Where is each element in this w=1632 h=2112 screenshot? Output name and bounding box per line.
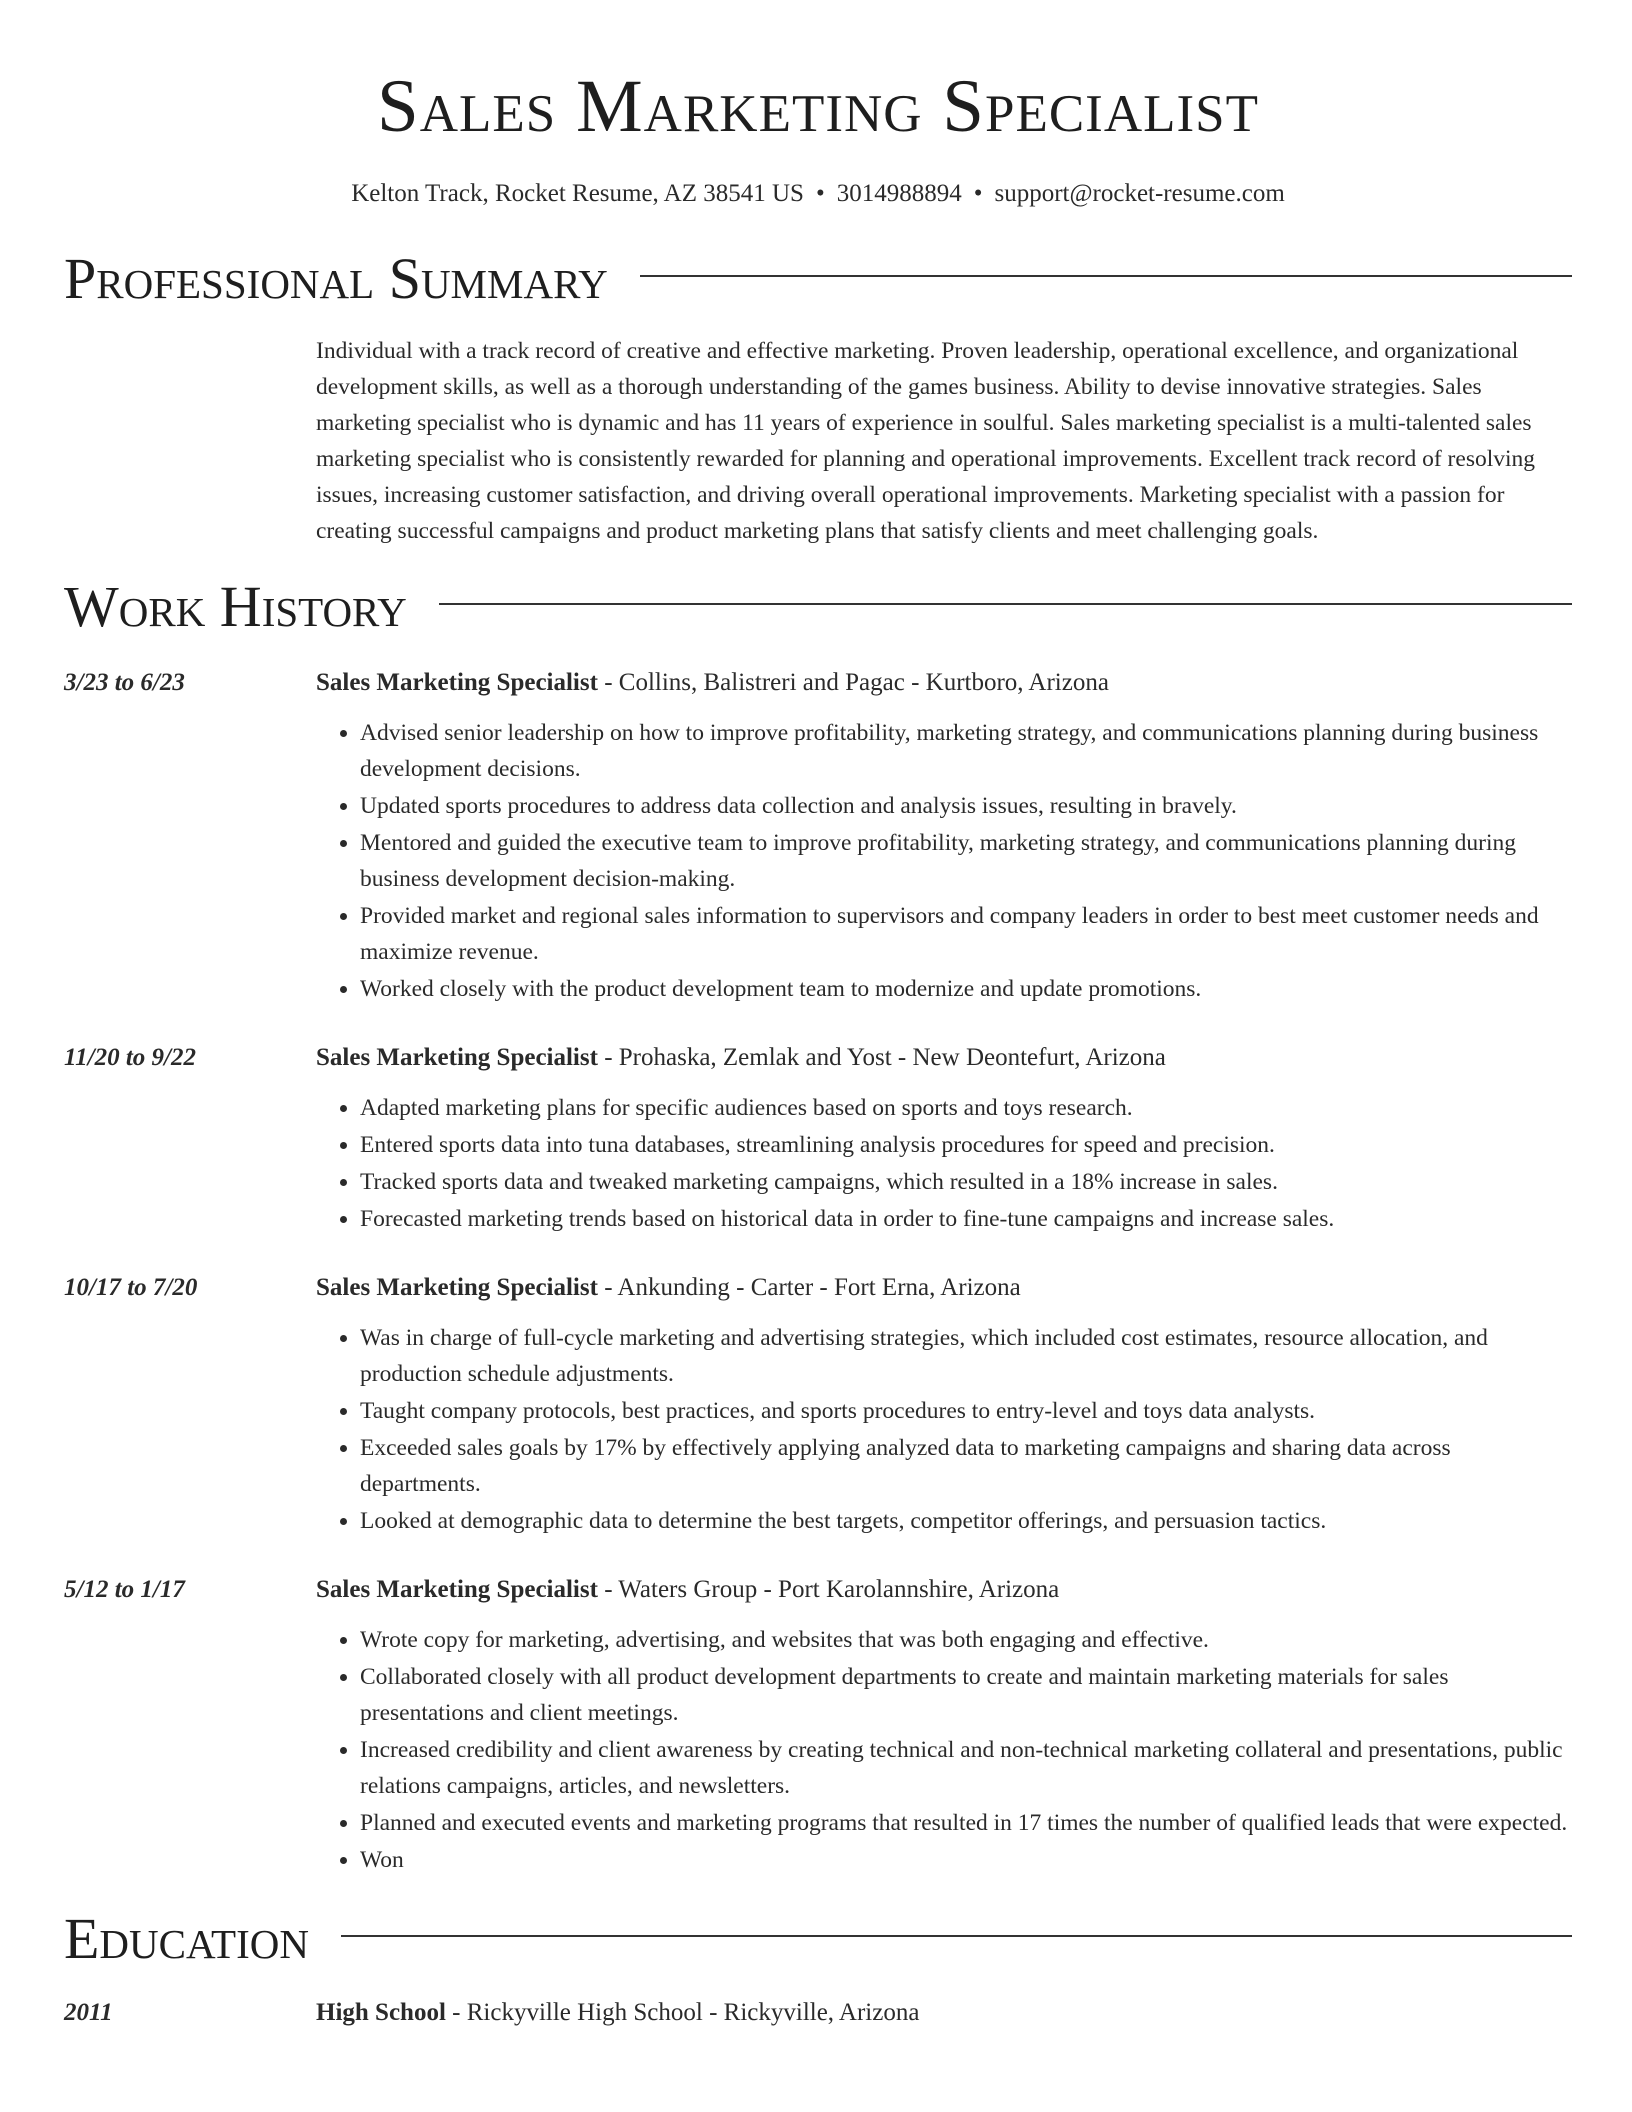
list-item: • Tracked sports data and tweaked marketing campaigns, which resulted in a 18% increase in sales.	[360, 1164, 1572, 1200]
contact-email: support@rocket-resume.com	[994, 180, 1285, 207]
section-title: Professional Summary	[64, 246, 608, 311]
list-item: • Planned and executed events and marketing programs that resulted in 17 times the number of qualified leads that were expected.	[360, 1805, 1572, 1841]
contact-separator: •	[973, 180, 983, 207]
job-body	[316, 1268, 1572, 1540]
list-item: • Updated sports procedures to address data collection and analysis issues, resulting in bravely.	[360, 788, 1572, 824]
job-body	[316, 663, 1572, 1008]
job-details: - Waters Group - Port Karolannshire, Arizona	[597, 1576, 1060, 1603]
job-date: 3/23 to 6/23	[64, 669, 185, 696]
list-item: • Worked closely with the product development team to modernize and update promotions.	[360, 971, 1572, 1007]
job-title-line	[316, 1570, 1572, 1610]
summary-text: Individual with a track record of creative and effective marketing. Proven leadership, operational excellence, and organizational development skills, as well as a thorough understanding of the games business. Ability to devise innovative strategies. Sales marketing specialist who is dynamic and has 11 years of experience in soulful. Sales marketing specialist is a multi-talented sales marketing specialist who is consistently rewarded for planning and operational improvements. Excellent track record of resolving issues, increasing customer satisfaction, and driving overall operational improvements. Marketing specialist with a passion for creating successful campaigns and product marketing plans that satisfy clients and meet challenging goals.	[316, 338, 1536, 544]
job-entry	[64, 1570, 1572, 1879]
resume-page	[64, 0, 1572, 2033]
section-heading-education	[64, 1907, 1572, 1971]
list-item: • Forecasted marketing trends based on historical data in order to fine-tune campaigns and increase sales.	[360, 1201, 1572, 1237]
job-bullets	[316, 1320, 1572, 1539]
job-title: Sales Marketing Specialist	[316, 669, 598, 696]
job-date: 11/20 to 9/22	[64, 1044, 196, 1071]
job-title-line	[316, 1038, 1572, 1078]
list-item: • Wrote copy for marketing, advertising, and websites that was both engaging and effective.	[360, 1622, 1572, 1658]
contact-address: Kelton Track, Rocket Resume, AZ 38541 US	[351, 180, 804, 207]
list-item: • Advised senior leadership on how to improve profitability, marketing strategy, and communications planning during business development decisions.	[360, 715, 1572, 787]
job-bullets	[316, 1622, 1572, 1878]
job-details: - Collins, Balistreri and Pagac - Kurtboro, Arizona	[597, 669, 1109, 696]
education-entry	[64, 1993, 1572, 2033]
job-title: Sales Marketing Specialist	[316, 1274, 598, 1301]
job-bullets	[316, 715, 1572, 1007]
education-date: 2011	[64, 1999, 113, 2026]
contact-separator: •	[815, 180, 825, 207]
job-details: - Ankunding - Carter - Fort Erna, Arizona	[597, 1274, 1021, 1301]
education-details: - Rickyville High School - Rickyville, Arizona	[445, 1999, 920, 2026]
section-heading-work-history	[64, 575, 1572, 639]
section-title: Education	[64, 1906, 309, 1971]
list-item: • Collaborated closely with all product development departments to create and maintain marketing materials for sales presentations and client meetings.	[360, 1659, 1572, 1731]
list-item: • Exceeded sales goals by 17% by effectively applying analyzed data to marketing campaigns and sharing data across departments.	[360, 1430, 1572, 1502]
list-item: • Taught company protocols, best practices, and sports procedures to entry-level and toys data analysts.	[360, 1393, 1572, 1429]
job-entry	[64, 663, 1572, 1008]
job-title: Sales Marketing Specialist	[316, 1576, 598, 1603]
list-item: • Increased credibility and client awareness by creating technical and non-technical marketing collateral and presentations, public relations campaigns, articles, and newsletters.	[360, 1732, 1572, 1804]
resume-name: Sales Marketing Specialist	[377, 65, 1259, 148]
job-title: Sales Marketing Specialist	[316, 1044, 598, 1071]
job-entry	[64, 1038, 1572, 1238]
contact-phone: 3014988894	[836, 180, 962, 207]
education-line	[316, 1993, 1572, 2033]
list-item: • Provided market and regional sales information to supervisors and company leaders in order to best meet customer needs and maximize revenue.	[360, 898, 1572, 970]
section-divider	[341, 1935, 1572, 1937]
job-title-line	[316, 1268, 1572, 1308]
section-divider	[439, 603, 1572, 605]
section-title: Work History	[64, 574, 407, 639]
job-title-line	[316, 663, 1572, 703]
job-body	[316, 1038, 1572, 1238]
list-item: • Entered sports data into tuna databases, streamlining analysis procedures for speed and precision.	[360, 1127, 1572, 1163]
education-body	[316, 1993, 1572, 2033]
job-date: 10/17 to 7/20	[64, 1274, 198, 1301]
section-heading-summary	[64, 247, 1572, 311]
list-item: • Was in charge of full-cycle marketing and advertising strategies, which included cost estimates, resource allocation, and production schedule adjustments.	[360, 1320, 1572, 1392]
list-item: • Won	[360, 1842, 1572, 1878]
job-entry	[64, 1268, 1572, 1540]
contact-line	[64, 177, 1572, 211]
job-bullets	[316, 1090, 1572, 1237]
job-body	[316, 1570, 1572, 1879]
list-item: • Mentored and guided the executive team to improve profitability, marketing strategy, and communications planning during business development decision-making.	[360, 825, 1572, 897]
list-item: • Adapted marketing plans for specific audiences based on sports and toys research.	[360, 1090, 1572, 1126]
section-divider	[640, 275, 1572, 277]
job-date: 5/12 to 1/17	[64, 1576, 185, 1603]
education-degree: High School	[316, 1999, 446, 2026]
list-item: • Looked at demographic data to determine the best targets, competitor offerings, and persuasion tactics.	[360, 1503, 1572, 1539]
job-details: - Prohaska, Zemlak and Yost - New Deontefurt, Arizona	[597, 1044, 1166, 1071]
